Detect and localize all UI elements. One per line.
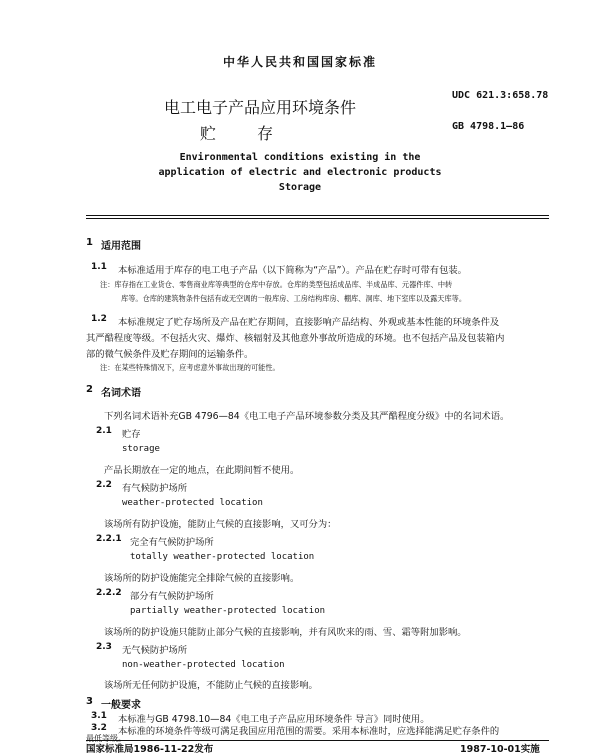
clause-text: 本标准的环境条件等级可满足我国应用范围的需要。采用本标准时，应选择能满足贮存条件的 <box>118 726 500 737</box>
term-definition: 该场所的防护设施只能防止部分气候的直接影响，并有风吹来的雨、雪、霜等附加影响。 <box>104 627 467 638</box>
term-english: totally weather-protected location <box>130 552 315 562</box>
section-heading: 一般要求 <box>101 700 141 711</box>
term-chinese: 贮存 <box>122 429 141 440</box>
clause-text: 最低等级。 <box>86 734 126 743</box>
clause-number: 3.2 <box>91 723 107 733</box>
term-chinese: 部分有气候防护场所 <box>130 591 214 602</box>
section-heading: 名词术语 <box>101 388 141 399</box>
section-number: 1 <box>86 237 93 248</box>
term-definition: 产品长期放在一定的地点，在此期间暂不使用。 <box>104 465 300 476</box>
term-chinese: 完全有气候防护场所 <box>130 537 214 548</box>
term-english: weather-protected location <box>122 498 263 508</box>
clause-text: 本标准适用于库存的电工电子产品（以下简称为“产品”）。产品在贮存时可带有包装。 <box>118 265 467 276</box>
gb-code: GB 4798.1—86 <box>452 121 525 132</box>
term-chinese: 无气候防护场所 <box>122 645 188 656</box>
top-divider-second <box>86 218 549 219</box>
term-number: 2.1 <box>96 426 112 436</box>
effective-date: 1987-10-01实施 <box>460 744 540 755</box>
clause-number: 1.1 <box>91 262 107 272</box>
top-divider <box>86 215 549 216</box>
term-number: 2.2.2 <box>96 588 122 598</box>
issue-date: 国家标准局1986-11-22发布 <box>86 744 214 755</box>
term-chinese: 有气候防护场所 <box>122 483 188 494</box>
section-heading: 适用范围 <box>101 241 141 252</box>
english-title-line: Storage <box>278 182 322 193</box>
section-number: 2 <box>86 384 93 395</box>
clause-text: 部的微气候条件及贮存期间的运输条件。 <box>86 349 254 360</box>
note-text: 库等。仓库的建筑物条件包括有或无空调的一般库房、工房结构库房、棚库、洞库、地下室库以及露天库等。 <box>121 294 467 303</box>
clause-text: 本标准与GB 4798.10—84《电工电子产品应用环境条件 导言》同时使用。 <box>118 714 430 725</box>
document-title: 电工电子产品应用环境条件 <box>164 98 357 117</box>
clause-text: 其严酷程度等级。不包括火灾、爆炸、核辐射及其他意外事故所造成的环境。也不包括产品及包装箱内 <box>86 333 505 344</box>
term-english: partially weather-protected location <box>130 606 326 616</box>
document-subtitle: 贮 存 <box>200 124 292 143</box>
section-number: 3 <box>86 696 93 707</box>
term-number: 2.2 <box>96 480 112 490</box>
note-text: 注：库存指在工业货仓、零售商业库等典型的仓库中存放。仓库的类型包括成品库、半成品库、元器件库、中转 <box>100 280 453 289</box>
term-english: storage <box>122 444 160 454</box>
section-intro: 下列名词术语补充GB 4796—84《电工电子产品环境参数分类及其严酷程度分级》中的名词术语。 <box>104 411 510 422</box>
term-number: 2.2.1 <box>96 534 122 544</box>
term-definition: 该场所无任何防护设施，不能防止气候的直接影响。 <box>104 680 318 691</box>
english-title-line: Environmental conditions existing in the <box>179 152 421 163</box>
english-title-line: application of electric and electronic products <box>158 167 442 178</box>
term-english: non-weather-protected location <box>122 660 285 670</box>
standard-category: 中华人民共和国国家标准 <box>222 55 377 69</box>
clause-text: 本标准规定了贮存场所及产品在贮存期间，直接影响产品结构、外观或基本性能的环境条件及 <box>118 317 500 328</box>
english-title <box>150 150 450 195</box>
udc-code: UDC 621.3:658.78 <box>452 90 549 101</box>
term-definition: 该场所的防护设施能完全排除气候的直接影响。 <box>104 573 300 584</box>
term-definition: 该场所有防护设施，能防止气候的直接影响，又可分为： <box>104 519 337 530</box>
term-number: 2.3 <box>96 642 112 652</box>
note-text: 注：在某些特殊情况下，应考虑意外事故出现的可能性。 <box>100 363 280 372</box>
clause-number: 3.1 <box>91 711 107 721</box>
clause-number: 1.2 <box>91 314 107 324</box>
